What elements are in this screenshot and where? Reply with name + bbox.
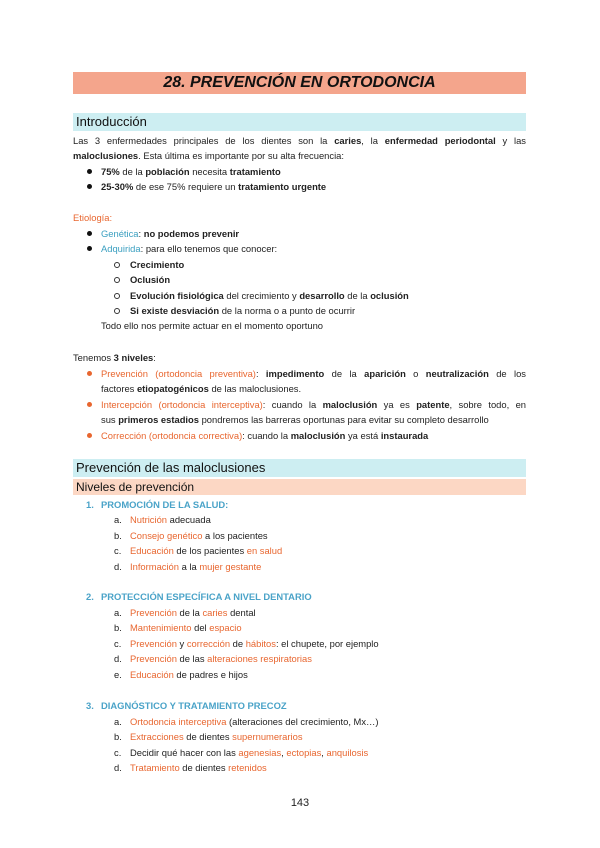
list-letter: b.: [114, 622, 122, 633]
nivel-2-title: PROTECCIÓN ESPECÍFICA A NIVEL DENTARIO: [101, 591, 312, 602]
list-letter: e.: [114, 669, 122, 680]
bullet-icon: [87, 169, 92, 174]
etiologia-label: Etiología:: [73, 212, 113, 223]
nivel-3-title: DIAGNÓSTICO Y TRATAMIENTO PRECOZ: [101, 700, 287, 711]
list-item: Tratamiento de dientes retenidos: [130, 762, 267, 773]
list-item: Ortodoncia interceptiva (alteraciones del crecimiento, Mx…): [130, 716, 379, 727]
circle-bullet-icon: [114, 308, 120, 314]
circle-bullet-icon: [114, 262, 120, 268]
list-item: Consejo genético a los pacientes: [130, 530, 268, 541]
list-item: Decidir qué hacer con las agenesias, ectopias, anquilosis: [130, 747, 369, 758]
list-item: Extracciones de dientes supernumerarios: [130, 731, 303, 742]
list-item: Educación de padres e hijos: [130, 669, 248, 680]
list-letter: d.: [114, 653, 122, 664]
sub-item-desviacion: Si existe desviación de la norma o a punto de ocurrir: [130, 305, 356, 316]
list-number: 3.: [86, 700, 94, 711]
page-number: 143: [290, 797, 310, 809]
intro-bullet-2: 25-30% de ese 75% requiere un tratamiento urgente: [101, 181, 327, 192]
list-item: Prevención de las alteraciones respiratorias: [130, 653, 312, 664]
intro-bullet-1: 75% de la población necesita tratamiento: [101, 166, 281, 177]
list-item: Información a la mujer gestante: [130, 561, 262, 572]
list-item: Educación de los pacientes en salud: [130, 545, 283, 556]
list-number: 2.: [86, 591, 94, 602]
list-letter: b.: [114, 731, 122, 742]
niveles-intro: Tenemos 3 niveles:: [73, 352, 156, 363]
list-number: 1.: [86, 499, 94, 510]
list-letter: d.: [114, 762, 122, 773]
list-item: Nutrición adecuada: [130, 514, 211, 525]
nivel-intercepcion-line-2: sus primeros estadios pondremos las barreras oportunas para evitar su completo desarrollo: [101, 414, 489, 425]
circle-bullet-icon: [114, 293, 120, 299]
bullet-icon: [87, 246, 92, 251]
intro-paragraph-line-1: Las 3 enfermedades principales de los dientes son la caries, la enfermedad periodontal y las: [73, 135, 526, 146]
list-letter: b.: [114, 530, 122, 541]
intro-paragraph-line-2: maloclusiones. Esta última es importante por su alta frecuencia:: [73, 150, 344, 161]
bullet-icon: [87, 402, 92, 407]
bullet-icon: [87, 231, 92, 236]
circle-bullet-icon: [114, 277, 120, 283]
sub-item-oclusion: Oclusión: [130, 274, 171, 285]
list-letter: c.: [114, 747, 122, 758]
list-item: Prevención de la caries dental: [130, 607, 256, 618]
nivel-1-title: PROMOCIÓN DE LA SALUD:: [101, 499, 229, 510]
subsection-heading-niveles: Niveles de prevención: [73, 479, 526, 495]
list-item: Prevención y corrección de hábitos: el chupete, por ejemplo: [130, 638, 379, 649]
section-heading-prevencion: Prevención de las maloclusiones: [73, 459, 526, 477]
bullet-icon: [87, 433, 92, 438]
page-title: 28. PREVENCIÓN EN ORTODONCIA: [73, 72, 526, 94]
bullet-icon: [87, 184, 92, 189]
list-letter: a.: [114, 514, 122, 525]
sub-item-evolucion: Evolución fisiológica del crecimiento y desarrollo de la oclusión: [130, 290, 409, 301]
nivel-prevencion-line-1: Prevención (ortodoncia preventiva): impedimento de la aparición o neutralización de los: [101, 368, 526, 379]
nivel-intercepcion-line-1: Intercepción (ortodoncia interceptiva): cuando la maloclusión ya es patente, sobre todo, en: [101, 399, 526, 410]
bullet-icon: [87, 371, 92, 376]
etiologia-conclusion: Todo ello nos permite actuar en el momento oportuno: [101, 320, 324, 331]
list-letter: a.: [114, 716, 122, 727]
list-item: Mantenimiento del espacio: [130, 622, 242, 633]
etiologia-genetica: Genética: no podemos prevenir: [101, 228, 240, 239]
nivel-prevencion-line-2: factores etiopatogénicos de las maloclusiones.: [101, 383, 302, 394]
section-heading-introduccion: Introducción: [73, 113, 526, 131]
list-letter: a.: [114, 607, 122, 618]
sub-item-crecimiento: Crecimiento: [130, 259, 185, 270]
nivel-correccion: Corrección (ortodoncia correctiva): cuando la maloclusión ya está instaurada: [101, 430, 429, 441]
etiologia-adquirida: Adquirida: para ello tenemos que conocer:: [101, 243, 278, 254]
list-letter: c.: [114, 638, 122, 649]
list-letter: d.: [114, 561, 122, 572]
list-letter: c.: [114, 545, 122, 556]
